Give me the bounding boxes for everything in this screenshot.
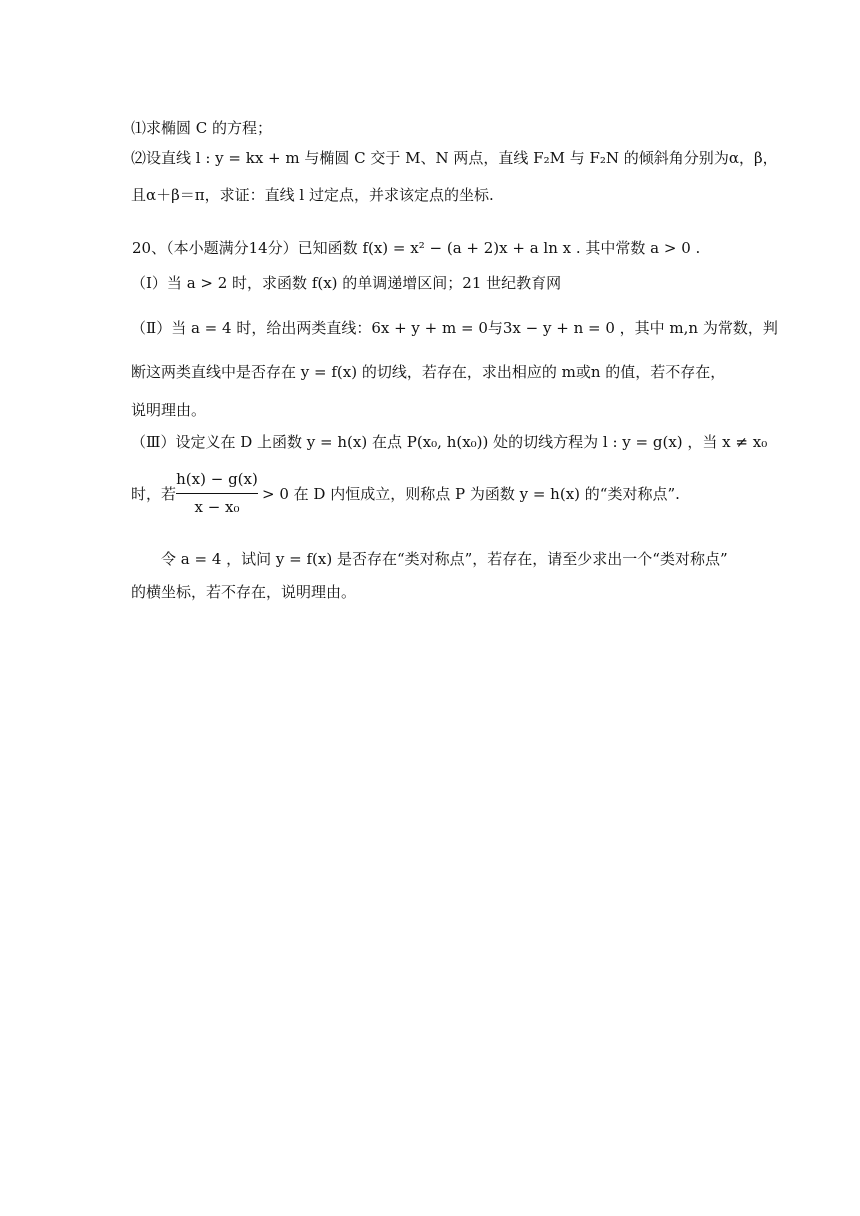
question-20-part-3-line-2-suffix: > 0 在 D 内恒成立，则称点 P 为函数 y = h(x) 的“类对称点”. xyxy=(262,485,680,503)
fraction-denominator: x − x₀ xyxy=(194,498,240,516)
question-20-part-3-line-1: （Ⅲ）设定义在 D 上函数 y = h(x) 在点 P(x₀, h(x₀)) 处的切线方程为 l : y = g(x) ，当 x ≠ x₀ xyxy=(131,433,768,451)
question-20-part-3-line-2-prefix: 时，若 xyxy=(131,485,177,503)
question-20-part-3-line-4: 的横坐标，若不存在，说明理由。 xyxy=(131,583,357,601)
question-20-part-2-line-1: （Ⅱ）当 a = 4 时，给出两类直线：6x + y + m = 0与3x − y + n = 0 ，其中 m,n 为常数，判 xyxy=(131,319,778,337)
question-20-part-3-line-3: 令 a = 4 ，试问 y = f(x) 是否存在“类对称点”，若存在，请至少求出一个“类对称点” xyxy=(131,550,728,568)
question-20-stem: 20、（本小题满分14分）已知函数 f(x) = x² − (a + 2)x + a ln x . 其中常数 a > 0 . xyxy=(132,239,701,257)
question-20-part-1: （Ⅰ）当 a > 2 时，求函数 f(x) 的单调递增区间；21 世纪教育网 xyxy=(131,274,562,292)
subquestion-2-line-1: ⑵设直线 l : y = kx + m 与椭圆 C 交于 M、N 两点，直线 F₂M 与 F₂N 的倾斜角分别为α，β， xyxy=(131,149,778,167)
question-20-part-2-line-2: 断这两类直线中是否存在 y = f(x) 的切线，若存在，求出相应的 m或n 的值，若不存在， xyxy=(131,363,726,381)
subquestion-2-line-2: 且α＋β＝π，求证：直线 l 过定点，并求该定点的坐标. xyxy=(131,186,494,204)
fraction-bar xyxy=(176,493,258,494)
fraction-numerator: h(x) − g(x) xyxy=(176,470,258,488)
question-20-part-2-line-3: 说明理由。 xyxy=(131,401,207,419)
subquestion-1: ⑴求椭圆 C 的方程； xyxy=(131,119,273,137)
